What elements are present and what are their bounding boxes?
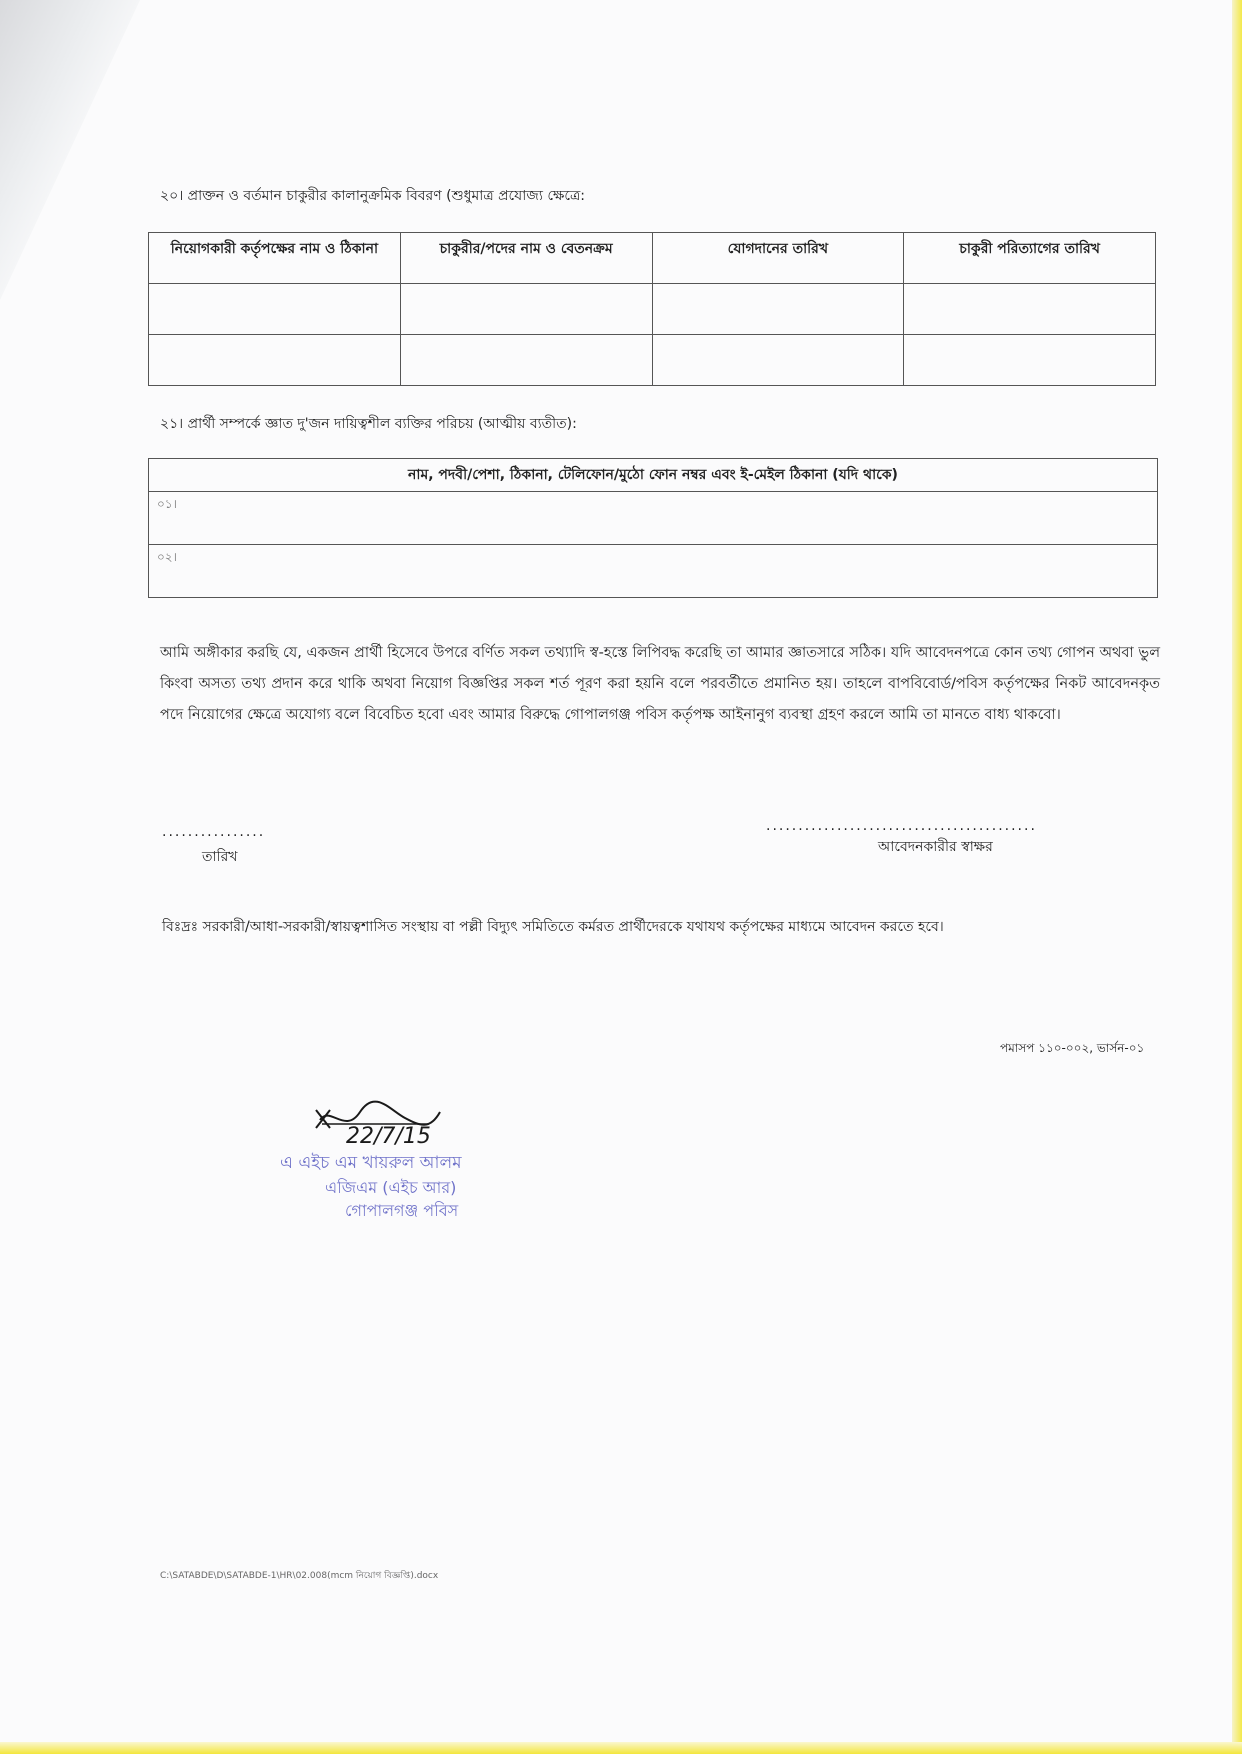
- date-label: তারিখ: [202, 849, 238, 865]
- section20-heading: ২০। প্রাক্তন ও বর্তমান চাকুরীর কালানুক্রমিক বিবরণ (শুধুমাত্র প্রযোজ্য ক্ষেত্রে:: [160, 188, 585, 204]
- col-post: চাকুরীর/পদের নাম ও বেতনক্রম: [400, 233, 652, 284]
- table-row: [149, 284, 1156, 335]
- section21-heading: ২১। প্রার্থী সম্পর্কে জ্ঞাত দু'জন দায়িত্বশীল ব্যক্তির পরিচয় (আত্মীয় ব্যতীত):: [160, 416, 577, 432]
- cell-empty[interactable]: [400, 335, 652, 386]
- declaration-paragraph: আমি অঙ্গীকার করছি যে, একজন প্রার্থী হিসেবে উপরে বর্ণিত সকল তথ্যাদি স্ব-হস্তে লিপিবদ্ধ করেছি তা আমার জ্ঞাতসারে সঠিক। যদি আবেদনপত্রে কোন তথ্য গোপন অথবা ভুল কিংবা অসত্য তথ্য প্রদান করে থাকি অথবা নিয়োগ বিজ্ঞপ্তির সকল শর্ত পূরণ করা হয়নি বলে পরবর্তীতে প্রমানিত হয়। তাহলে বাপবিবোর্ড/পবিস কর্তৃপক্ষের নিকট আবেদনকৃত পদে নিয়োগের ক্ষেত্রে অযোগ্য বলে বিবেচিত হবো এবং আমার বিরুদ্ধে গোপালগঞ্জ পবিস কর্তৃপক্ষ আইনানুগ ব্যবস্থা গ্রহণ করলে আমি তা মানতে বাধ্য থাকবো।: [160, 645, 1160, 723]
- form-code: পমাসপ ১১০-০০২, ভার্সন-০১: [1000, 1041, 1145, 1055]
- employment-history-table: [148, 232, 1156, 386]
- footer-file-path: C:\SATABDE\D\SATABDE-1\HR\02.008(mcm নিয়োগ বিজ্ঞপ্তি).docx: [160, 1571, 439, 1581]
- cell-empty[interactable]: [904, 335, 1156, 386]
- table-header-row: [149, 459, 1158, 492]
- cell-empty[interactable]: [400, 284, 652, 335]
- reference-row-2[interactable]: [149, 545, 1158, 598]
- references-table: [148, 458, 1158, 598]
- row-number: ০২।: [157, 550, 177, 564]
- page-fold-shadow: [0, 0, 140, 300]
- page-edge-right: [1232, 0, 1242, 1754]
- stamp-name: এ এইচ এম খায়রুল আলম: [280, 1153, 462, 1173]
- col-reference-details: নাম, পদবী/পেশা, ঠিকানা, টেলিফোন/মুঠো ফোন নম্বর এবং ই-মেইল ঠিকানা (যদি থাকে): [149, 459, 1158, 492]
- date-field[interactable]: ................: [162, 824, 266, 840]
- row-number: ০১।: [157, 497, 177, 511]
- stamp-office: গোপালগঞ্জ পবিস: [345, 1201, 459, 1220]
- note: বিঃদ্রঃ সরকারী/আধা-সরকারী/স্বায়ত্বশাসিত সংস্থায় বা পল্লী বিদ্যুৎ সমিতিতে কর্মরত প্রার্থীদেরকে যথাযথ কর্তৃপক্ষের মাধ্যমে আবেদন করতে হবে।: [162, 919, 944, 935]
- table-header-row: [149, 233, 1156, 284]
- col-leave-date: চাকুরী পরিত্যাগের তারিখ: [904, 233, 1156, 284]
- cell-empty[interactable]: [652, 284, 904, 335]
- cell-empty[interactable]: [149, 284, 401, 335]
- table-row: [149, 545, 1158, 598]
- reference-row-1[interactable]: [149, 492, 1158, 545]
- stamp-designation: এজিএম (এইচ আর): [325, 1178, 457, 1197]
- cell-empty[interactable]: [904, 284, 1156, 335]
- signature-field[interactable]: ..........................................: [766, 818, 1037, 834]
- col-join-date: যোগদানের তারিখ: [652, 233, 904, 284]
- signature-date: 22/7/15: [346, 1124, 431, 1149]
- signature-label: আবেদনকারীর স্বাক্ষর: [878, 839, 993, 855]
- table-row: [149, 335, 1156, 386]
- official-stamp: [280, 1100, 530, 1220]
- page-edge-bottom: [0, 1742, 1242, 1754]
- cell-empty[interactable]: [149, 335, 401, 386]
- col-employer: নিয়োগকারী কর্তৃপক্ষের নাম ও ঠিকানা: [149, 233, 401, 284]
- table-row: [149, 492, 1158, 545]
- cell-empty[interactable]: [652, 335, 904, 386]
